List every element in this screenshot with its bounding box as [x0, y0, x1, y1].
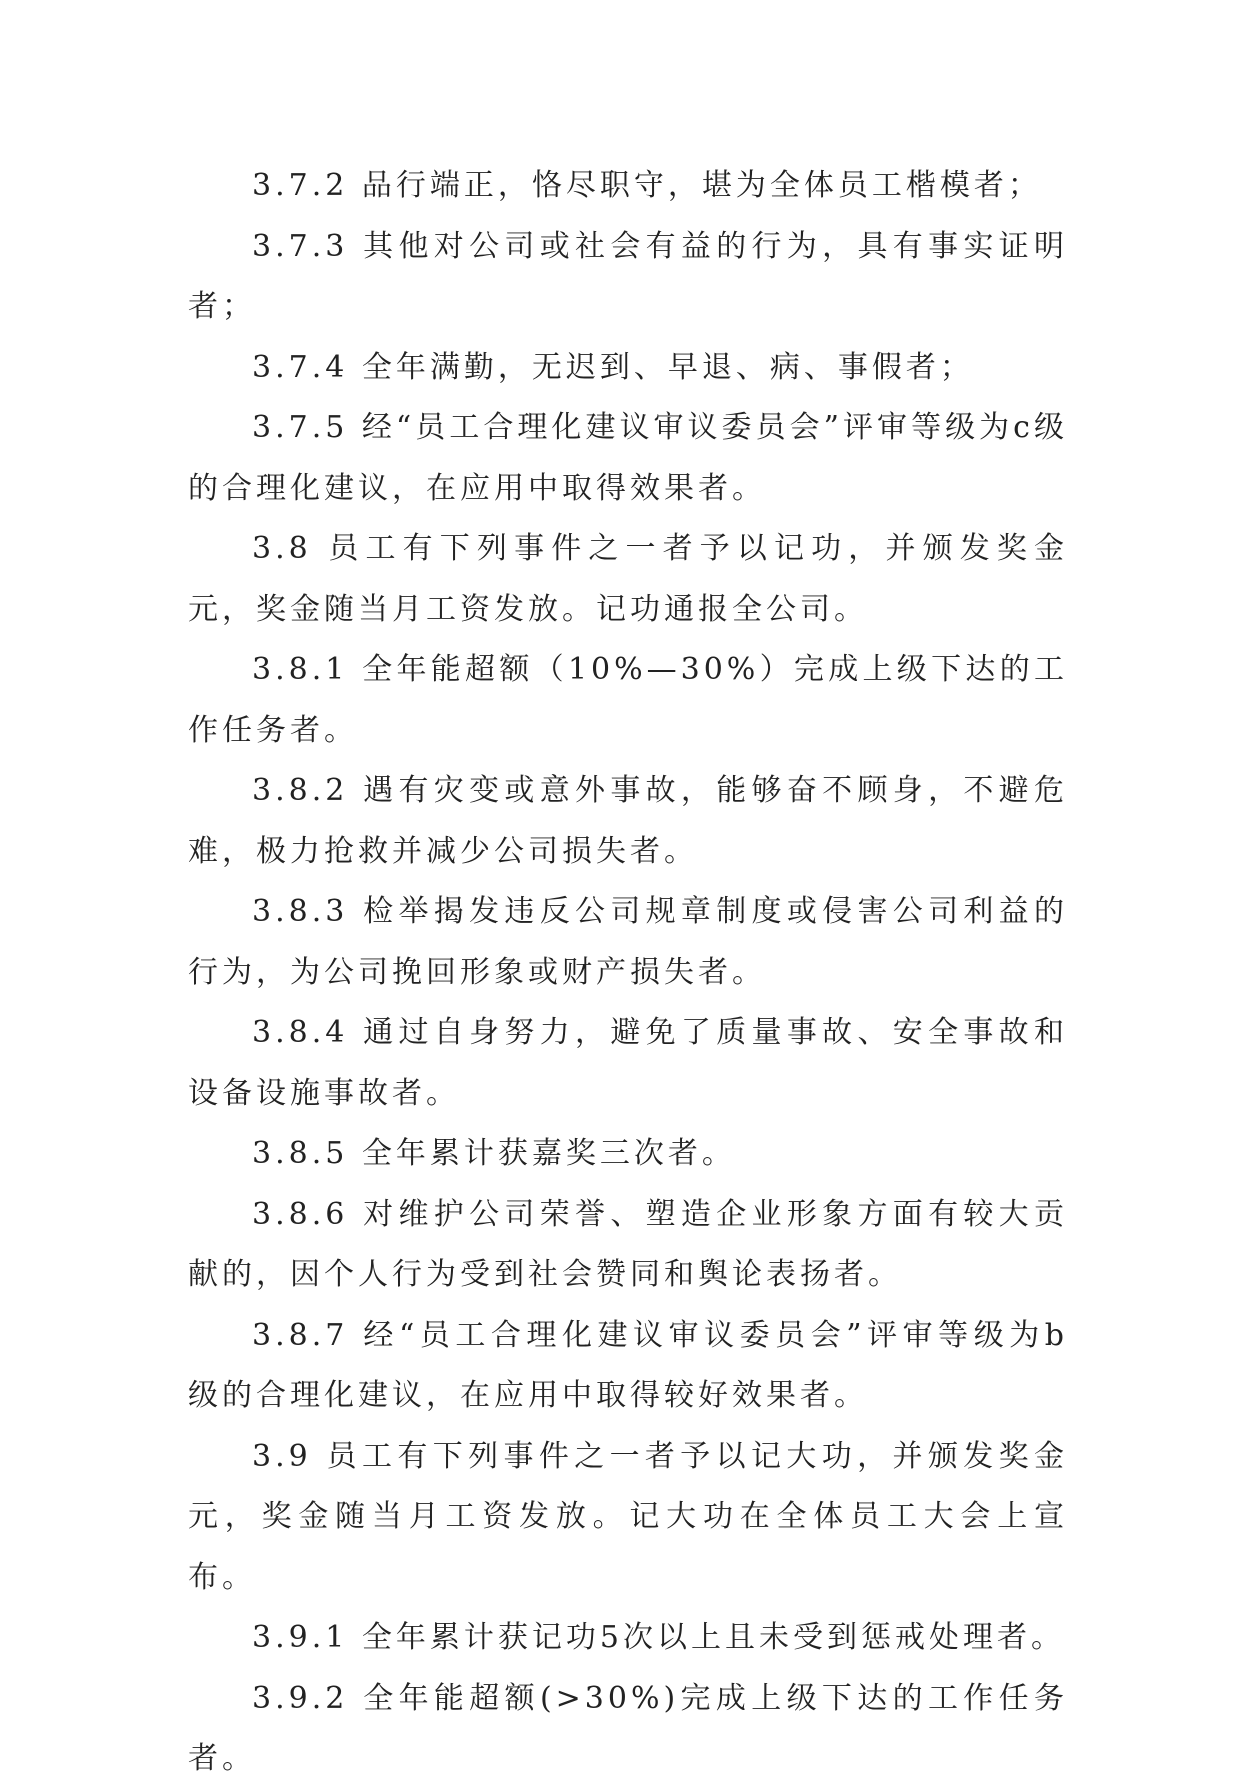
- paragraph-3-8-7: 3.8.7 经“员工合理化建议审议委员会”评审等级为b级的合理化建议，在应用中取得较好效果者。: [188, 1317, 1068, 1413]
- paragraph-3-7-3: 3.7.3 其他对公司或社会有益的行为，具有事实证明者；: [188, 228, 1068, 324]
- paragraph-3-8-4: 3.8.4 通过自身努力，避免了质量事故、安全事故和设备设施事故者。: [188, 1015, 1068, 1111]
- paragraph-3-7-4: 3.7.4 全年满勤，无迟到、早退、病、事假者；: [252, 349, 974, 385]
- paragraph-3-9-1: 3.9.1 全年累计获记功5次以上且未受到惩戒处理者。: [252, 1620, 1065, 1655]
- paragraph-3-7-2: 3.7.2 品行端正，恪尽职守，堪为全体员工楷模者；: [252, 168, 1042, 203]
- paragraph-3-8-3: 3.8.3 检举揭发违反公司规章制度或侵害公司利益的行为，为公司挽回形象或财产损失者。: [188, 894, 1068, 990]
- paragraph-3-8-2: 3.8.2 遇有灾变或意外事故，能够奋不顾身，不避危难，极力抢救并减少公司损失者。: [188, 773, 1068, 869]
- paragraph-3-8-1: 3.8.1 全年能超额（10%—30%）完成上级下达的工作任务者。: [188, 652, 1068, 748]
- paragraph-3-7-5: 3.7.5 经“员工合理化建议审议委员会”评审等级为c级的合理化建议，在应用中取得效果者。: [188, 410, 1068, 506]
- paragraph-3-9: 3.9 员工有下列事件之一者予以记大功，并颁发奖金 元，奖金随当月工资发放。记大功在全体员工大会上宣布。: [188, 1438, 1068, 1595]
- paragraph-3-8: 3.8 员工有下列事件之一者予以记功，并颁发奖金 元，奖金随当月工资发放。记功通报全公司。: [188, 531, 1068, 627]
- document-body: [188, 156, 1068, 1790]
- paragraph-3-8-6: 3.8.6 对维护公司荣誉、塑造企业形象方面有较大贡献的，因个人行为受到社会赞同和舆论表扬者。: [188, 1196, 1068, 1292]
- paragraph-3-8-5: 3.8.5 全年累计获嘉奖三次者。: [252, 1136, 736, 1171]
- paragraph-3-9-2: 3.9.2 全年能超额(>30%)完成上级下达的工作任务者。: [188, 1680, 1068, 1776]
